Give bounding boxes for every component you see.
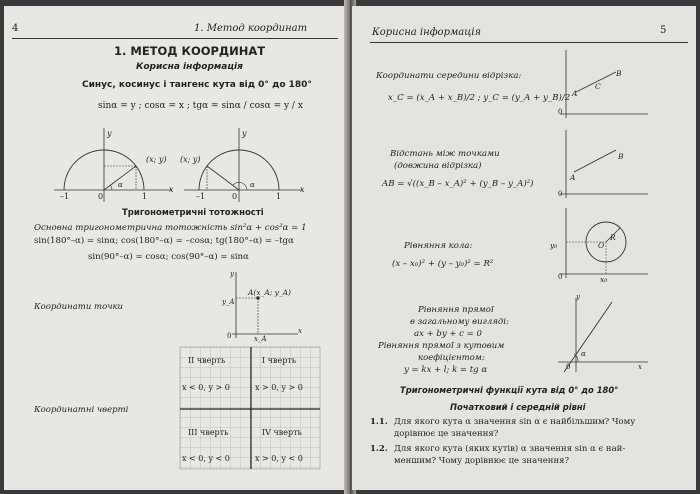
- quadrant-2-condition: x < 0, y > 0: [182, 383, 230, 392]
- identity-line-2: sin(180°–α) = sinα; cos(180°–α) = –cosα; tg(180°–α) = –tgα: [34, 236, 294, 246]
- fig1-xy-label: (x; y): [146, 155, 167, 164]
- level-title: Початковий і середній рівні: [450, 402, 586, 412]
- line-label-1: Рівняння прямої: [418, 305, 494, 315]
- distance-label-2: (довжина відрізка): [394, 161, 482, 171]
- distance-formula: AB = √((x_B – x_A)² + (y_B – y_A)²): [382, 179, 534, 189]
- fig-mid-zero: 0: [558, 108, 563, 116]
- fig-circle-R: R: [610, 233, 616, 242]
- fig2-one: 1: [276, 192, 282, 201]
- fig1-alpha: α: [118, 181, 123, 189]
- fig1-x-axis: x: [169, 185, 174, 194]
- quarters-label: Координатні чверті: [34, 405, 129, 415]
- quadrant-4-name: IV чверть: [262, 428, 302, 437]
- running-header-left: 1. Метод координат: [194, 23, 308, 34]
- circle-label: Рівняння кола:: [404, 241, 473, 251]
- fig1-minus-one: –1: [60, 192, 70, 201]
- fig1-one: 1: [142, 192, 148, 201]
- trig-definitions: sinα = y ; cosα = x ; tgα = sinα / cosα = y / x: [98, 101, 303, 111]
- point-coordinates-label: Координати точки: [34, 302, 124, 312]
- exercise-1-line-1: Для якого кута α значення sin α є найбільшим? Чому: [394, 417, 636, 427]
- quadrant-3-condition: x < 0, y < 0: [182, 454, 230, 463]
- unit-circle-figures: [54, 124, 304, 204]
- right-page-figures: [550, 46, 650, 376]
- midpoint-formula: x_C = (x_A + x_B)/2 ; y_C = (y_A + y_B)/2: [388, 93, 571, 103]
- section-title: Корисна інформація: [136, 62, 243, 72]
- y-A-label: y_A: [222, 298, 235, 306]
- quadrant-2-name: II чверть: [188, 356, 226, 365]
- header-rule-right: [370, 42, 688, 43]
- fig2-zero: 0: [232, 192, 238, 201]
- fig-line-y: y: [576, 293, 580, 301]
- fig-circle-y0: y₀: [550, 241, 558, 250]
- identity-line-3: sin(90°–α) = cosα; cos(90°–α) = sinα: [88, 252, 249, 262]
- exercise-2-line-2: меншим? Чому дорівнює це значення?: [394, 456, 570, 466]
- fig2-alpha: α: [250, 181, 255, 189]
- quadrant-3-name: III чверть: [188, 428, 229, 437]
- line-formula-slope: y = kx + l; k = tg α: [404, 365, 488, 375]
- fig2-x-axis: x: [300, 185, 305, 194]
- fig1-zero: 0: [98, 192, 104, 201]
- chapter-title: 1. МЕТОД КООРДИНАТ: [114, 44, 266, 58]
- fig-line-zero: 0: [566, 363, 571, 371]
- exercise-2-line-1: Для якого кута (яких кутів) α значення sin α є най-: [394, 444, 626, 454]
- page-number-left: 4: [12, 23, 19, 34]
- fig-line-alpha: α: [581, 350, 586, 358]
- fig-mid-C: C: [595, 82, 601, 91]
- fig-dist-A: A: [570, 173, 576, 182]
- midpoint-label: Координати середини відрізка:: [376, 71, 522, 81]
- line-label-3: Рівняння прямої з кутовим: [378, 341, 505, 351]
- running-header-right: Корисна інформація: [372, 27, 482, 38]
- exercise-2-number: 1.2.: [370, 444, 388, 454]
- fig2-minus-one: –1: [196, 192, 206, 201]
- circle-formula: (x – x₀)² + (y – y₀)² = R²: [392, 259, 494, 269]
- line-label-4: коефіцієнтом:: [418, 353, 485, 363]
- fig-dist-zero: 0: [558, 190, 563, 198]
- trig-identities-title: Тригонометричні тотожності: [122, 208, 264, 218]
- header-rule: [12, 38, 338, 39]
- point-fig-y: y: [230, 270, 234, 278]
- page-number-right: 5: [660, 25, 667, 36]
- fig1-y-axis: y: [107, 129, 112, 138]
- subtitle: Синус, косинус і тангенс кута від 0° до 180°: [82, 80, 312, 90]
- quadrant-grid-labels: [180, 347, 322, 471]
- fig-circle-O: O: [598, 241, 605, 250]
- point-A-label: A(x_A; y_A): [248, 288, 291, 297]
- right-page: [352, 6, 696, 490]
- x-A-label: x_A: [254, 335, 267, 343]
- quadrant-1-name: I чверть: [262, 356, 297, 365]
- fig-circle-x0: x₀: [600, 275, 608, 284]
- functions-title: Тригонометричні функції кута від 0° до 180°: [400, 385, 619, 395]
- fig-circle-zero: 0: [558, 273, 563, 281]
- quadrant-4-condition: x > 0, y < 0: [255, 454, 303, 463]
- left-page: [4, 6, 346, 490]
- identity-main: Основна тригонометрична тотожність sin²α + cos²α = 1: [34, 223, 307, 233]
- fig-mid-B: B: [616, 69, 622, 78]
- exercise-1-line-2: дорівнює це значення?: [394, 429, 499, 439]
- fig-line-x: x: [638, 363, 642, 371]
- quadrant-1-condition: x > 0, y > 0: [255, 383, 303, 392]
- distance-label-1: Відстань між точками: [390, 149, 500, 159]
- point-fig-x: x: [298, 327, 302, 335]
- fig-mid-A: A: [572, 89, 578, 98]
- line-formula-general: ax + by + c = 0: [414, 329, 482, 339]
- point-fig-zero: 0: [227, 332, 232, 340]
- line-label-2: в загальному вигляді:: [410, 317, 509, 327]
- fig2-y-axis: y: [242, 129, 247, 138]
- fig2-xy-label: (x; y): [180, 155, 201, 164]
- exercise-1-number: 1.1.: [370, 417, 388, 427]
- fig-dist-B: B: [618, 152, 624, 161]
